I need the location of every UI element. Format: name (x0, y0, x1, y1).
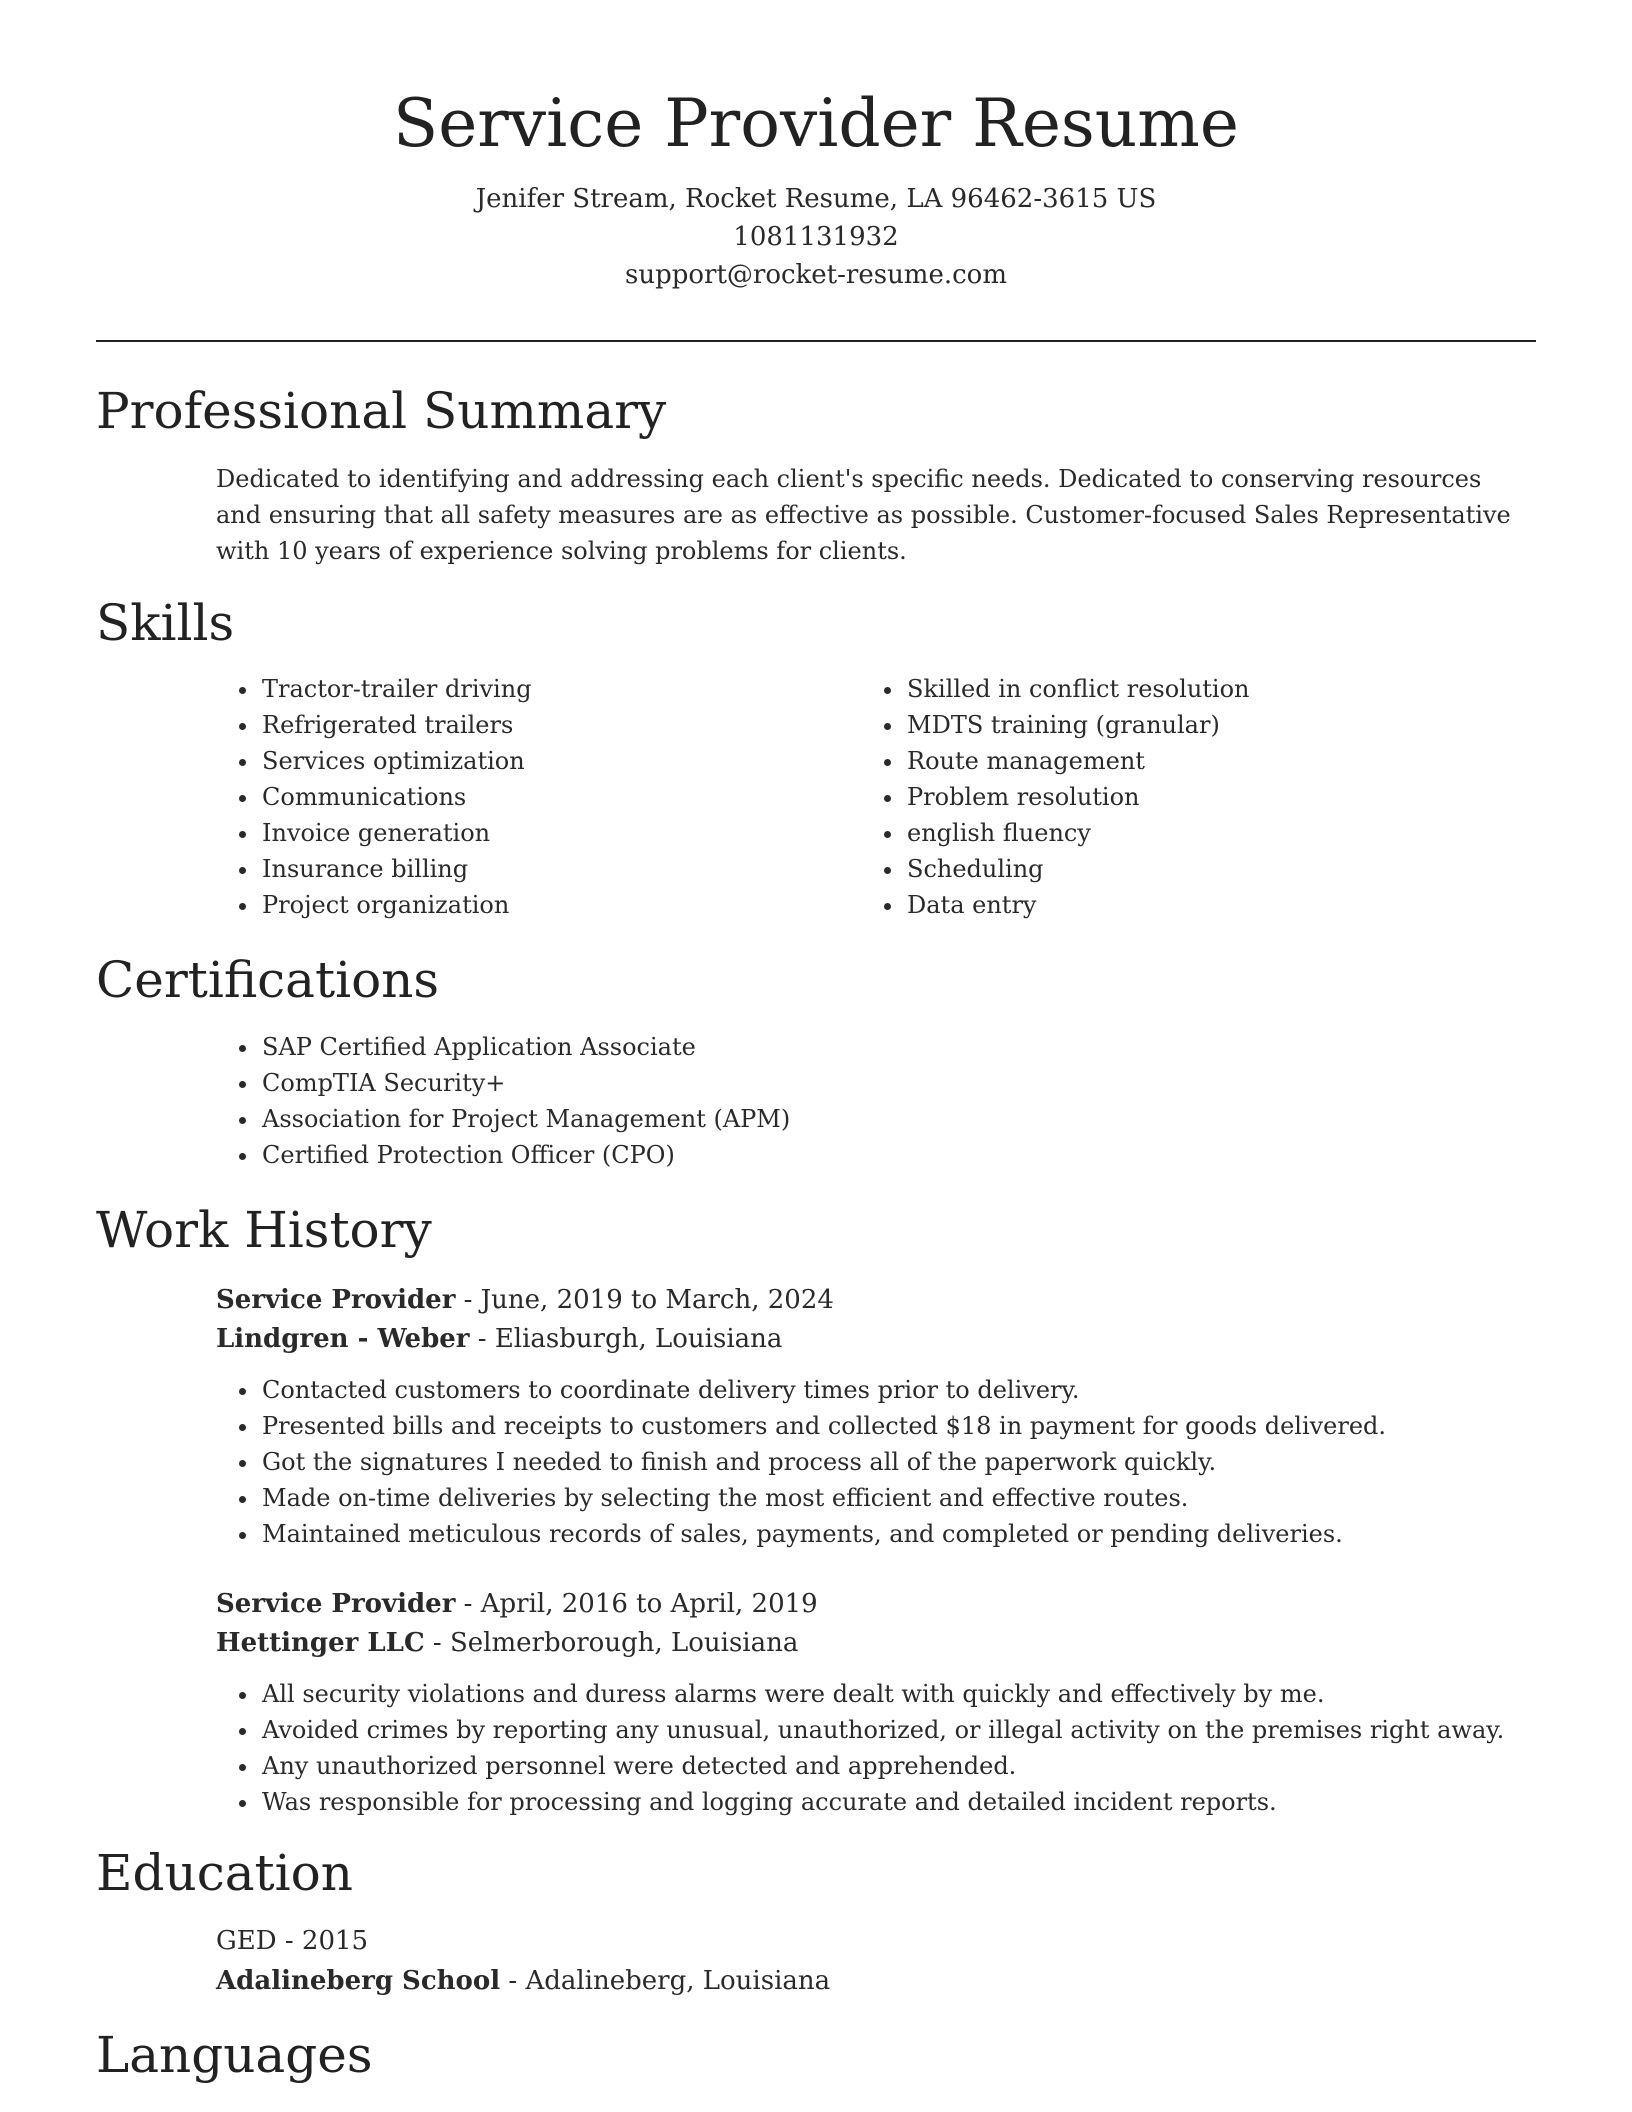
list-item: • Route management (905, 743, 1545, 779)
education-degree-line (216, 1921, 368, 1961)
education-location: - Adalineberg, Louisiana (500, 1966, 831, 1996)
job-company: Hettinger LLC (216, 1628, 425, 1658)
list-item: • Skilled in conflict resolution (905, 671, 1545, 707)
header-divider (96, 340, 1536, 342)
job-dates: - June, 2019 to March, 2024 (455, 1285, 834, 1315)
section-title-work-history: Work History (96, 1201, 432, 1259)
list-item: • Tractor-trailer driving (260, 671, 820, 707)
list-item: • Problem resolution (905, 779, 1545, 815)
resume-header (0, 84, 1632, 294)
job-role: Service Provider (216, 1285, 456, 1315)
list-item: • SAP Certified Application Associate (260, 1029, 1460, 1065)
section-title-summary: Professional Summary (96, 382, 667, 440)
job-duties-list (216, 1676, 1600, 1820)
list-item: • english fluency (905, 815, 1545, 851)
list-item: • Invoice generation (260, 815, 820, 851)
resume-title: Service Provider Resume (393, 85, 1239, 162)
list-item: • CompTIA Security+ (260, 1065, 1460, 1101)
skills-list-left (216, 671, 820, 923)
job-location: - Selmerborough, Louisiana (424, 1628, 799, 1658)
education-year: - 2015 (276, 1926, 369, 1956)
list-item: • Services optimization (260, 743, 820, 779)
job-title-line (216, 1584, 818, 1624)
list-item: • Was responsible for processing and logging accurate and detailed incident reports. (260, 1784, 1600, 1820)
list-item: • Association for Project Management (APM) (260, 1101, 1460, 1137)
list-item: • Scheduling (905, 851, 1545, 887)
list-item: • Data entry (905, 887, 1545, 923)
list-item: • Insurance billing (260, 851, 820, 887)
list-item: • Avoided crimes by reporting any unusual, unauthorized, or illegal activity on the premises right away. (260, 1712, 1600, 1748)
job-location: - Eliasburgh, Louisiana (469, 1324, 783, 1354)
job-company: Lindgren - Weber (216, 1324, 470, 1354)
summary-text: Dedicated to identifying and addressing each client's specific needs. Dedicated to conserving resources and ensuring that all safety measures are as effective as possible. Customer-focused Sales Representative with 10 years of experience solving problems for clients. (216, 465, 1511, 565)
contact-email: support@rocket-resume.com (624, 260, 1007, 290)
list-item: • MDTS training (granular) (905, 707, 1545, 743)
list-item: • Communications (260, 779, 820, 815)
list-item: • Maintained meticulous records of sales, payments, and completed or pending deliveries. (260, 1516, 1600, 1552)
job-role: Service Provider (216, 1589, 456, 1619)
job-duties-list (216, 1372, 1600, 1552)
list-item: • Refrigerated trailers (260, 707, 820, 743)
job-company-line (216, 1319, 782, 1359)
contact-phone: 1081131932 (733, 222, 899, 252)
list-item: • Certified Protection Officer (CPO) (260, 1137, 1460, 1173)
list-item: • Made on-time deliveries by selecting the most efficient and effective routes. (260, 1480, 1600, 1516)
certifications-list (216, 1029, 1460, 1173)
section-title-certifications: Certifications (96, 951, 440, 1009)
education-school-line (216, 1961, 830, 2001)
contact-address: Jenifer Stream, Rocket Resume, LA 96462-3615 US (475, 184, 1157, 214)
job-dates: - April, 2016 to April, 2019 (455, 1589, 818, 1619)
list-item: • All security violations and duress alarms were dealt with quickly and effectively by me. (260, 1676, 1600, 1712)
list-item: • Any unauthorized personnel were detected and apprehended. (260, 1748, 1600, 1784)
education-degree: GED (216, 1926, 277, 1956)
section-title-languages: Languages (96, 2026, 373, 2084)
list-item: • Got the signatures I needed to finish and process all of the paperwork quickly. (260, 1444, 1600, 1480)
job-title-line (216, 1280, 834, 1320)
education-school: Adalineberg School (216, 1966, 501, 1996)
section-title-education: Education (96, 1844, 353, 1902)
skills-list-right (861, 671, 1545, 923)
job-company-line (216, 1623, 798, 1663)
list-item: • Presented bills and receipts to customers and collected $18 in payment for goods delivered. (260, 1408, 1600, 1444)
list-item: • Contacted customers to coordinate delivery times prior to delivery. (260, 1372, 1600, 1408)
section-title-skills: Skills (96, 594, 235, 652)
list-item: • Project organization (260, 887, 820, 923)
